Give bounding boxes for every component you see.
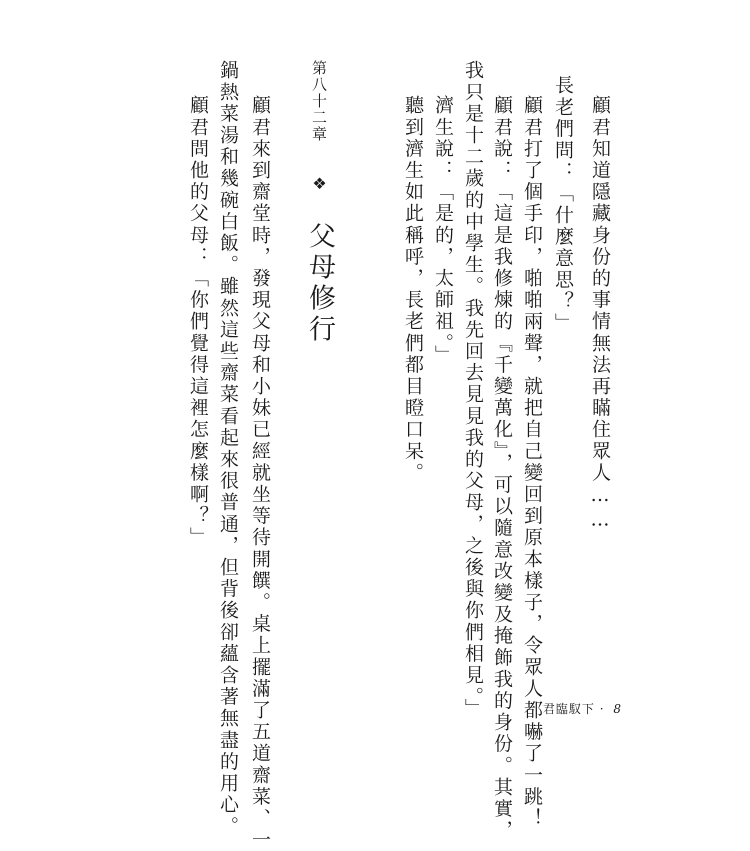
text-column-7: 聽到濟生如此稱呼，長老們都目瞪口呆。 [402,95,424,484]
chapter-label: 第八十二章 [310,60,328,143]
chapter-title: 父母修行 [304,221,335,346]
text-column-8: 顧君來到齋堂時，發現父母和小妹已經就坐等待開饌。桌上擺滿了五道齋菜、一 [249,95,271,851]
text-column-4: 顧君說：「這是我修煉的『千變萬化』，可以隨意改變及掩飾我的身份。其實， [491,95,513,842]
text-column-9: 鍋熱菜湯和幾碗白飯。雖然這些齋菜看起來很普通，但背後卻蘊含著無盡的用心。 [217,60,239,838]
text-column-1: 顧君知道隱藏身份的事情無法再瞞住眾人…… [589,95,611,533]
footer-separator: · [599,702,605,716]
text-column-3: 顧君打了個手印，啪啪兩聲，就把自己變回到原本樣子，令眾人都嚇了一跳！ [521,95,543,830]
page-number: 8 [613,702,622,716]
ornament-icon: ❖ [310,173,329,193]
text-column-5: 我只是十二歲的中學生。我先回去見見我的父母，之後與你們相見。」 [462,60,484,721]
text-column-2: 長老們問：「什麼意思？」 [552,75,574,335]
page-footer [543,700,622,717]
text-column-6: 濟生說：「是的，太師祖。」 [432,95,454,367]
text-column-10: 顧君問他的父母：「你們覺得這裡怎麼樣啊？」 [187,95,209,549]
book-title: 君臨馭下 [542,702,595,716]
chapter-heading [300,60,339,346]
